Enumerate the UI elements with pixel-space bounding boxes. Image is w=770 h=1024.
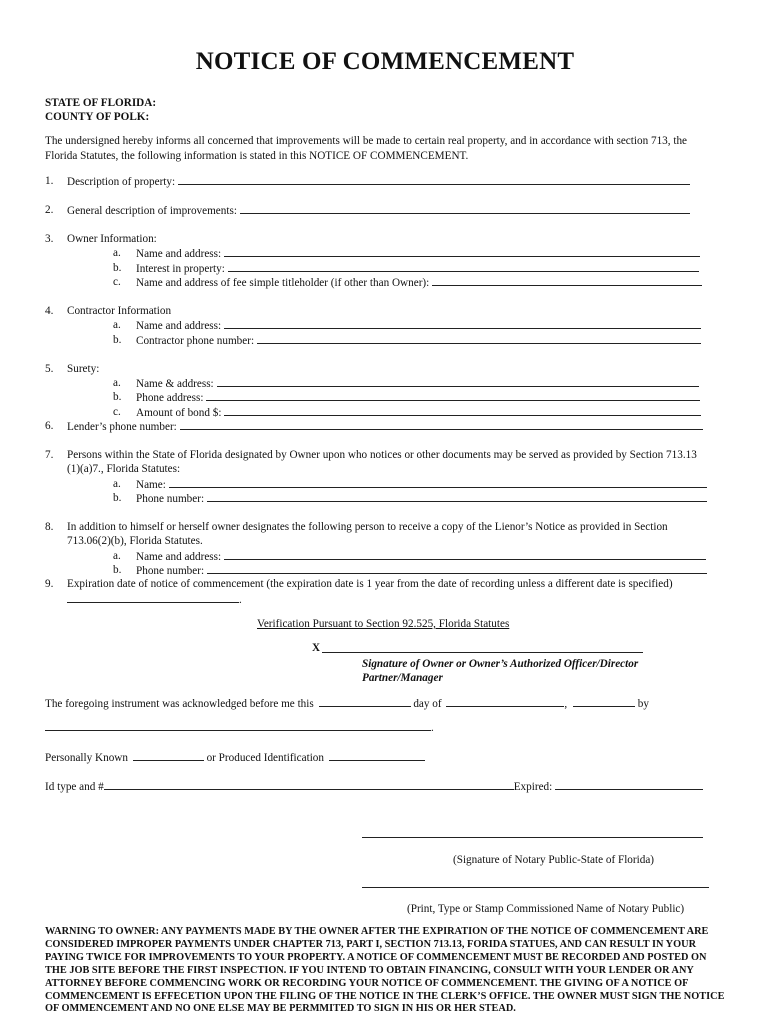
item-7-text-line2: (1)(a)7., Florida Statutes: [67, 463, 181, 475]
acknowledgment-text: The foregoing instrument was acknowledged before me this [45, 698, 314, 710]
item-7a-label: Name: [136, 479, 166, 491]
item-9-label: Expiration date of notice of commencement (the expiration date is 1 year from the date of recording unless a different date is specified) [67, 578, 673, 590]
item-2-number: 2. [45, 204, 54, 216]
owner-signature-line[interactable] [322, 651, 643, 653]
contractor-name-address-field[interactable] [224, 318, 701, 329]
item-4a-row [136, 318, 701, 334]
item-6-label: Lender’s phone number: [67, 421, 177, 433]
expiration-period: . [239, 594, 242, 606]
item-8-number: 8. [45, 521, 54, 533]
item-3c-label: Name and address of fee simple titleholder (if other than Owner): [136, 277, 430, 289]
acknowledged-by-row [45, 720, 434, 736]
acknowledged-by-period: . [431, 722, 434, 734]
identification-row [45, 750, 425, 766]
item-1-label: Description of property: [67, 176, 176, 188]
expiration-date-field[interactable] [67, 592, 239, 603]
ack-year-field[interactable] [573, 696, 635, 707]
produced-id-label: or Produced Identification [206, 752, 324, 764]
county-heading: COUNTY OF POLK: [45, 111, 150, 123]
contractor-phone-field[interactable] [257, 333, 701, 344]
item-6-row [67, 419, 703, 435]
item-5b-label: Phone address: [136, 392, 204, 404]
item-8a-letter: a. [113, 550, 121, 562]
interest-in-property-field[interactable] [228, 261, 699, 272]
acknowledged-by-field[interactable] [45, 720, 431, 731]
item-3b-letter: b. [113, 262, 122, 274]
id-type-label: Id type and # [45, 781, 104, 793]
item-4-number: 4. [45, 305, 54, 317]
state-heading: STATE OF FLORIDA: [45, 97, 157, 109]
owner-warning: WARNING TO OWNER: ANY PAYMENTS MADE BY THE OWNER AFTER THE EXPIRATION OF THE NOTICE OF COMMENCEMENT ARE CONSIDERED IMPROPER PAYMENTS UNDER CHAPTER 713, PART I, SECTION 713.13, FORIDA STATUES, AND CAN RESULT IN YOUR PAYING TWICE FOR IMPROVEMENTS TO YOUR PROPERTY. A NOTICE OF COMMENCEMENT MUST BE RECORDED AND POSTED ON THE JOB SITE BEFORE THE FIRST INSPECTION. IF YOU INTEND TO OBTAIN FINANCING, CONSULT WITH YOUR LENDER OR ANY ATTORNEY BEFORE COMMENCING WORK OR RECORDING YOUR NOTICE OF COMMENCEMENT. THE GIVING OF A NOTICE OF COMMENCEMENT IS EFFECETION UPON THE FILING OF THE NOTICE IN THE CLERK’S OFFICE. THE OWNER MUST SIGN THE NOTICE OF OMMENCEMENT AND NO ONE ELSE MAY BE PERMMITED TO SIGN IN HIS OR HER STEAD. [45, 926, 725, 1015]
ack-day-of-label: day of [413, 698, 442, 710]
personally-known-field[interactable] [133, 750, 204, 761]
item-5c-label: Amount of bond $: [136, 407, 222, 419]
item-4-label: Contractor Information [67, 305, 172, 317]
notary-signature-line[interactable] [362, 836, 703, 838]
item-5c-letter: c. [113, 406, 121, 418]
item-4b-row [136, 333, 701, 349]
item-7-number: 7. [45, 449, 54, 461]
item-1-row [67, 174, 690, 190]
id-type-row [45, 779, 703, 795]
signature-caption-line2: Partner/Manager [362, 672, 443, 684]
item-2-row [67, 203, 690, 219]
owner-name-address-field[interactable] [224, 246, 700, 257]
signature-caption-line1: Signature of Owner or Owner’s Authorized Officer/Director [362, 658, 639, 670]
ack-by-label: by [637, 698, 649, 710]
item-7b-row [136, 491, 707, 507]
item-5a-label: Name & address: [136, 378, 214, 390]
expired-label: Expired: [513, 781, 553, 793]
item-3a-row [136, 246, 700, 262]
item-1-number: 1. [45, 175, 54, 187]
item-6-number: 6. [45, 420, 54, 432]
item-8-text-line1: In addition to himself or herself owner designates the following person to receive a copy of the Lienor’s Notice as provided in Section [67, 521, 668, 533]
lender-phone-field[interactable] [180, 419, 703, 430]
item-7-text-line1: Persons within the State of Florida designated by Owner upon who notices or other documents may be served as provided by Section 713.13 [67, 449, 697, 461]
item-5-label: Surety: [67, 363, 100, 375]
item-4a-label: Name and address: [136, 320, 222, 332]
item-3-label: Owner Information: [67, 233, 157, 245]
item-3a-letter: a. [113, 247, 121, 259]
item-8b-label: Phone number: [136, 565, 205, 577]
item-5b-row [136, 390, 700, 406]
item-2-label: General description of improvements: [67, 205, 237, 217]
item-4a-letter: a. [113, 319, 121, 331]
item-8b-letter: b. [113, 564, 122, 576]
property-description-field[interactable] [178, 174, 690, 185]
item-7b-letter: b. [113, 492, 122, 504]
bond-amount-field[interactable] [224, 405, 701, 416]
designee-phone-field[interactable] [207, 491, 707, 502]
acknowledgment-row [45, 696, 649, 712]
ack-month-field[interactable] [446, 696, 564, 707]
document-title: NOTICE OF COMMENCEMENT [195, 48, 575, 75]
improvements-description-field[interactable] [240, 203, 690, 214]
item-4b-letter: b. [113, 334, 122, 346]
item-3a-label: Name and address: [136, 248, 222, 260]
lienor-copy-name-field[interactable] [224, 549, 706, 560]
produced-id-field[interactable] [329, 750, 425, 761]
item-3c-row [136, 275, 702, 291]
id-type-field[interactable] [104, 779, 514, 790]
lienor-copy-phone-field[interactable] [207, 563, 707, 574]
signature-x-mark: X [312, 642, 321, 654]
notary-print-caption: (Print, Type or Stamp Commissioned Name of Notary Public) [407, 903, 685, 915]
item-9-number: 9. [45, 578, 54, 590]
item-8-text-line2: 713.06(2)(b), Florida Statutes. [67, 535, 203, 547]
item-8a-label: Name and address: [136, 551, 222, 563]
item-3-number: 3. [45, 233, 54, 245]
expiration-date-row [67, 592, 242, 608]
surety-name-address-field[interactable] [217, 376, 699, 387]
titleholder-field[interactable] [432, 275, 702, 286]
notary-print-name-line[interactable] [362, 886, 709, 888]
designee-name-field[interactable] [169, 477, 707, 488]
item-3c-letter: c. [113, 276, 121, 288]
personally-known-label: Personally Known [45, 752, 128, 764]
surety-phone-field[interactable] [206, 390, 700, 401]
item-5b-letter: b. [113, 391, 122, 403]
id-expired-field[interactable] [555, 779, 703, 790]
item-5-number: 5. [45, 363, 54, 375]
notary-signature-caption: (Signature of Notary Public-State of Florida) [453, 854, 655, 866]
item-5a-letter: a. [113, 377, 121, 389]
item-4b-label: Contractor phone number: [136, 335, 255, 347]
verification-heading: Verification Pursuant to Section 92.525, Florida Statutes [257, 618, 510, 630]
ack-day-field[interactable] [319, 696, 411, 707]
item-7a-letter: a. [113, 478, 121, 490]
item-7b-label: Phone number: [136, 493, 205, 505]
intro-paragraph: The undersigned hereby informs all concerned that improvements will be made to certain real property, and in accordance with section 713, the Florida Statutes, the following information is stated in this NOTICE OF COMMENCEMENT. [45, 135, 688, 162]
item-3b-label: Interest in property: [136, 263, 225, 275]
ack-comma: , [564, 698, 568, 710]
